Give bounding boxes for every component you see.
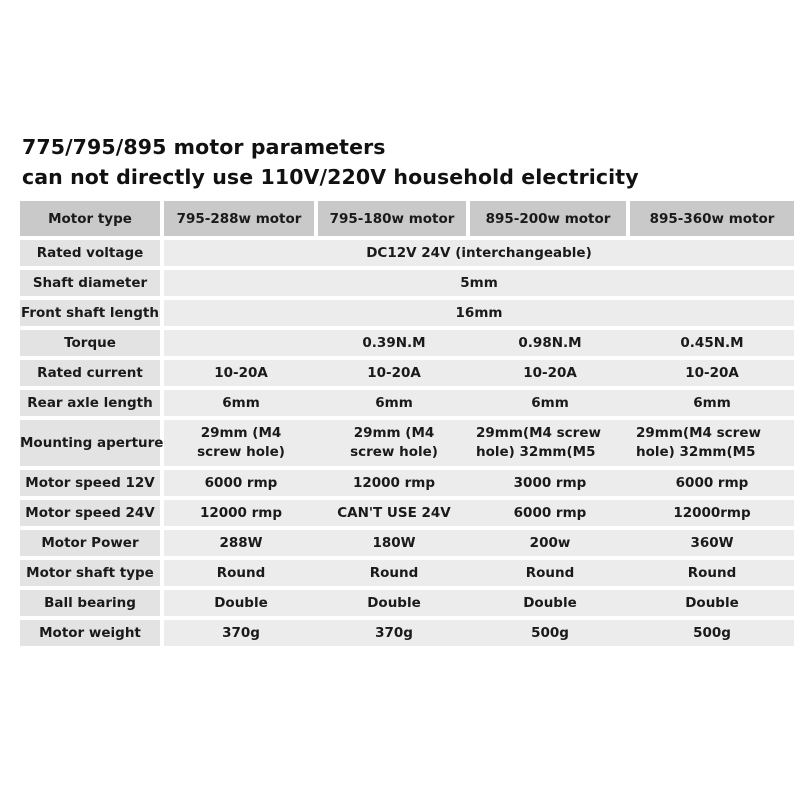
table-row — [20, 620, 794, 646]
table-cell: 6mm — [164, 390, 318, 416]
table-cell: 288W — [164, 530, 318, 556]
table-row — [20, 270, 794, 296]
table-cell: 180W — [318, 530, 470, 556]
table-row — [20, 500, 794, 526]
table-cell: Round — [630, 560, 794, 586]
table-cell: Double — [318, 590, 470, 616]
table-cell: 10-20A — [164, 360, 318, 386]
table-cell: 360W — [630, 530, 794, 556]
table-cell: 6000 rmp — [470, 500, 630, 526]
merged-value: DC12V 24V (interchangeable) — [164, 240, 794, 266]
row-label: Shaft diameter — [20, 270, 164, 296]
header-895-360w: 895-360w motor — [630, 201, 794, 236]
table-cell: 6mm — [630, 390, 794, 416]
table-cell: Double — [630, 590, 794, 616]
title-line-2: can not directly use 110V/220V household electricity — [22, 165, 639, 189]
motor-parameters-table — [20, 197, 794, 650]
row-label: Rear axle length — [20, 390, 164, 416]
table-cell: 370g — [318, 620, 470, 646]
table-cell: Double — [164, 590, 318, 616]
title-line-1: 775/795/895 motor parameters — [22, 135, 386, 159]
table-cell: 370g — [164, 620, 318, 646]
table-cell: 500g — [470, 620, 630, 646]
table-cell — [164, 330, 318, 356]
table-row — [20, 420, 794, 466]
table-row — [20, 390, 794, 416]
table-row — [20, 590, 794, 616]
row-label: Rated current — [20, 360, 164, 386]
header-795-180w: 795-180w motor — [318, 201, 470, 236]
table-cell: 6mm — [470, 390, 630, 416]
table-row — [20, 330, 794, 356]
table-cell: Round — [470, 560, 630, 586]
merged-value: 16mm — [164, 300, 794, 326]
table-row — [20, 300, 794, 326]
header-795-288w: 795-288w motor — [164, 201, 318, 236]
table-cell: 6000 rmp — [164, 470, 318, 496]
table-cell: 29mm (M4 screw hole) — [197, 425, 285, 460]
row-label: Front shaft length — [20, 300, 164, 326]
table-cell: 12000 rmp — [318, 470, 470, 496]
table-cell: 10-20A — [630, 360, 794, 386]
row-label: Torque — [20, 330, 164, 356]
page-title — [22, 132, 639, 192]
header-motor-type: Motor type — [20, 201, 164, 236]
row-label: Rated voltage — [20, 240, 164, 266]
table-row — [20, 360, 794, 386]
table-cell: 29mm (M4 screw hole) — [350, 425, 438, 460]
row-label: Motor Power — [20, 530, 164, 556]
table-row — [20, 240, 794, 266]
table-cell: 12000rmp — [630, 500, 794, 526]
row-label: Motor weight — [20, 620, 164, 646]
table-cell: 10-20A — [470, 360, 630, 386]
row-label: Motor shaft type — [20, 560, 164, 586]
table-cell: 500g — [630, 620, 794, 646]
table-cell: 0.45N.M — [630, 330, 794, 356]
row-label: Mounting aperture — [20, 420, 164, 466]
table-cell: 0.39N.M — [318, 330, 470, 356]
table-cell: 0.98N.M — [470, 330, 630, 356]
table-cell: 200w — [470, 530, 630, 556]
table-cell: CAN'T USE 24V — [318, 500, 470, 526]
table-cell: Round — [318, 560, 470, 586]
table-cell: 6mm — [318, 390, 470, 416]
table-cell: 12000 rmp — [164, 500, 318, 526]
table-cell: 10-20A — [318, 360, 470, 386]
table-row — [20, 560, 794, 586]
table-cell: Round — [164, 560, 318, 586]
row-label: Motor speed 24V — [20, 500, 164, 526]
header-895-200w: 895-200w motor — [470, 201, 630, 236]
table-header-row — [20, 201, 794, 236]
table-cell: 29mm(M4 screw hole) 32mm(M5 — [636, 425, 761, 460]
table-cell: 3000 rmp — [470, 470, 630, 496]
table-cell: Double — [470, 590, 630, 616]
table-cell: 6000 rmp — [630, 470, 794, 496]
table-cell: 29mm(M4 screw hole) 32mm(M5 — [476, 425, 601, 460]
merged-value: 5mm — [164, 270, 794, 296]
row-label: Motor speed 12V — [20, 470, 164, 496]
table-row — [20, 470, 794, 496]
table-row — [20, 530, 794, 556]
row-label: Ball bearing — [20, 590, 164, 616]
